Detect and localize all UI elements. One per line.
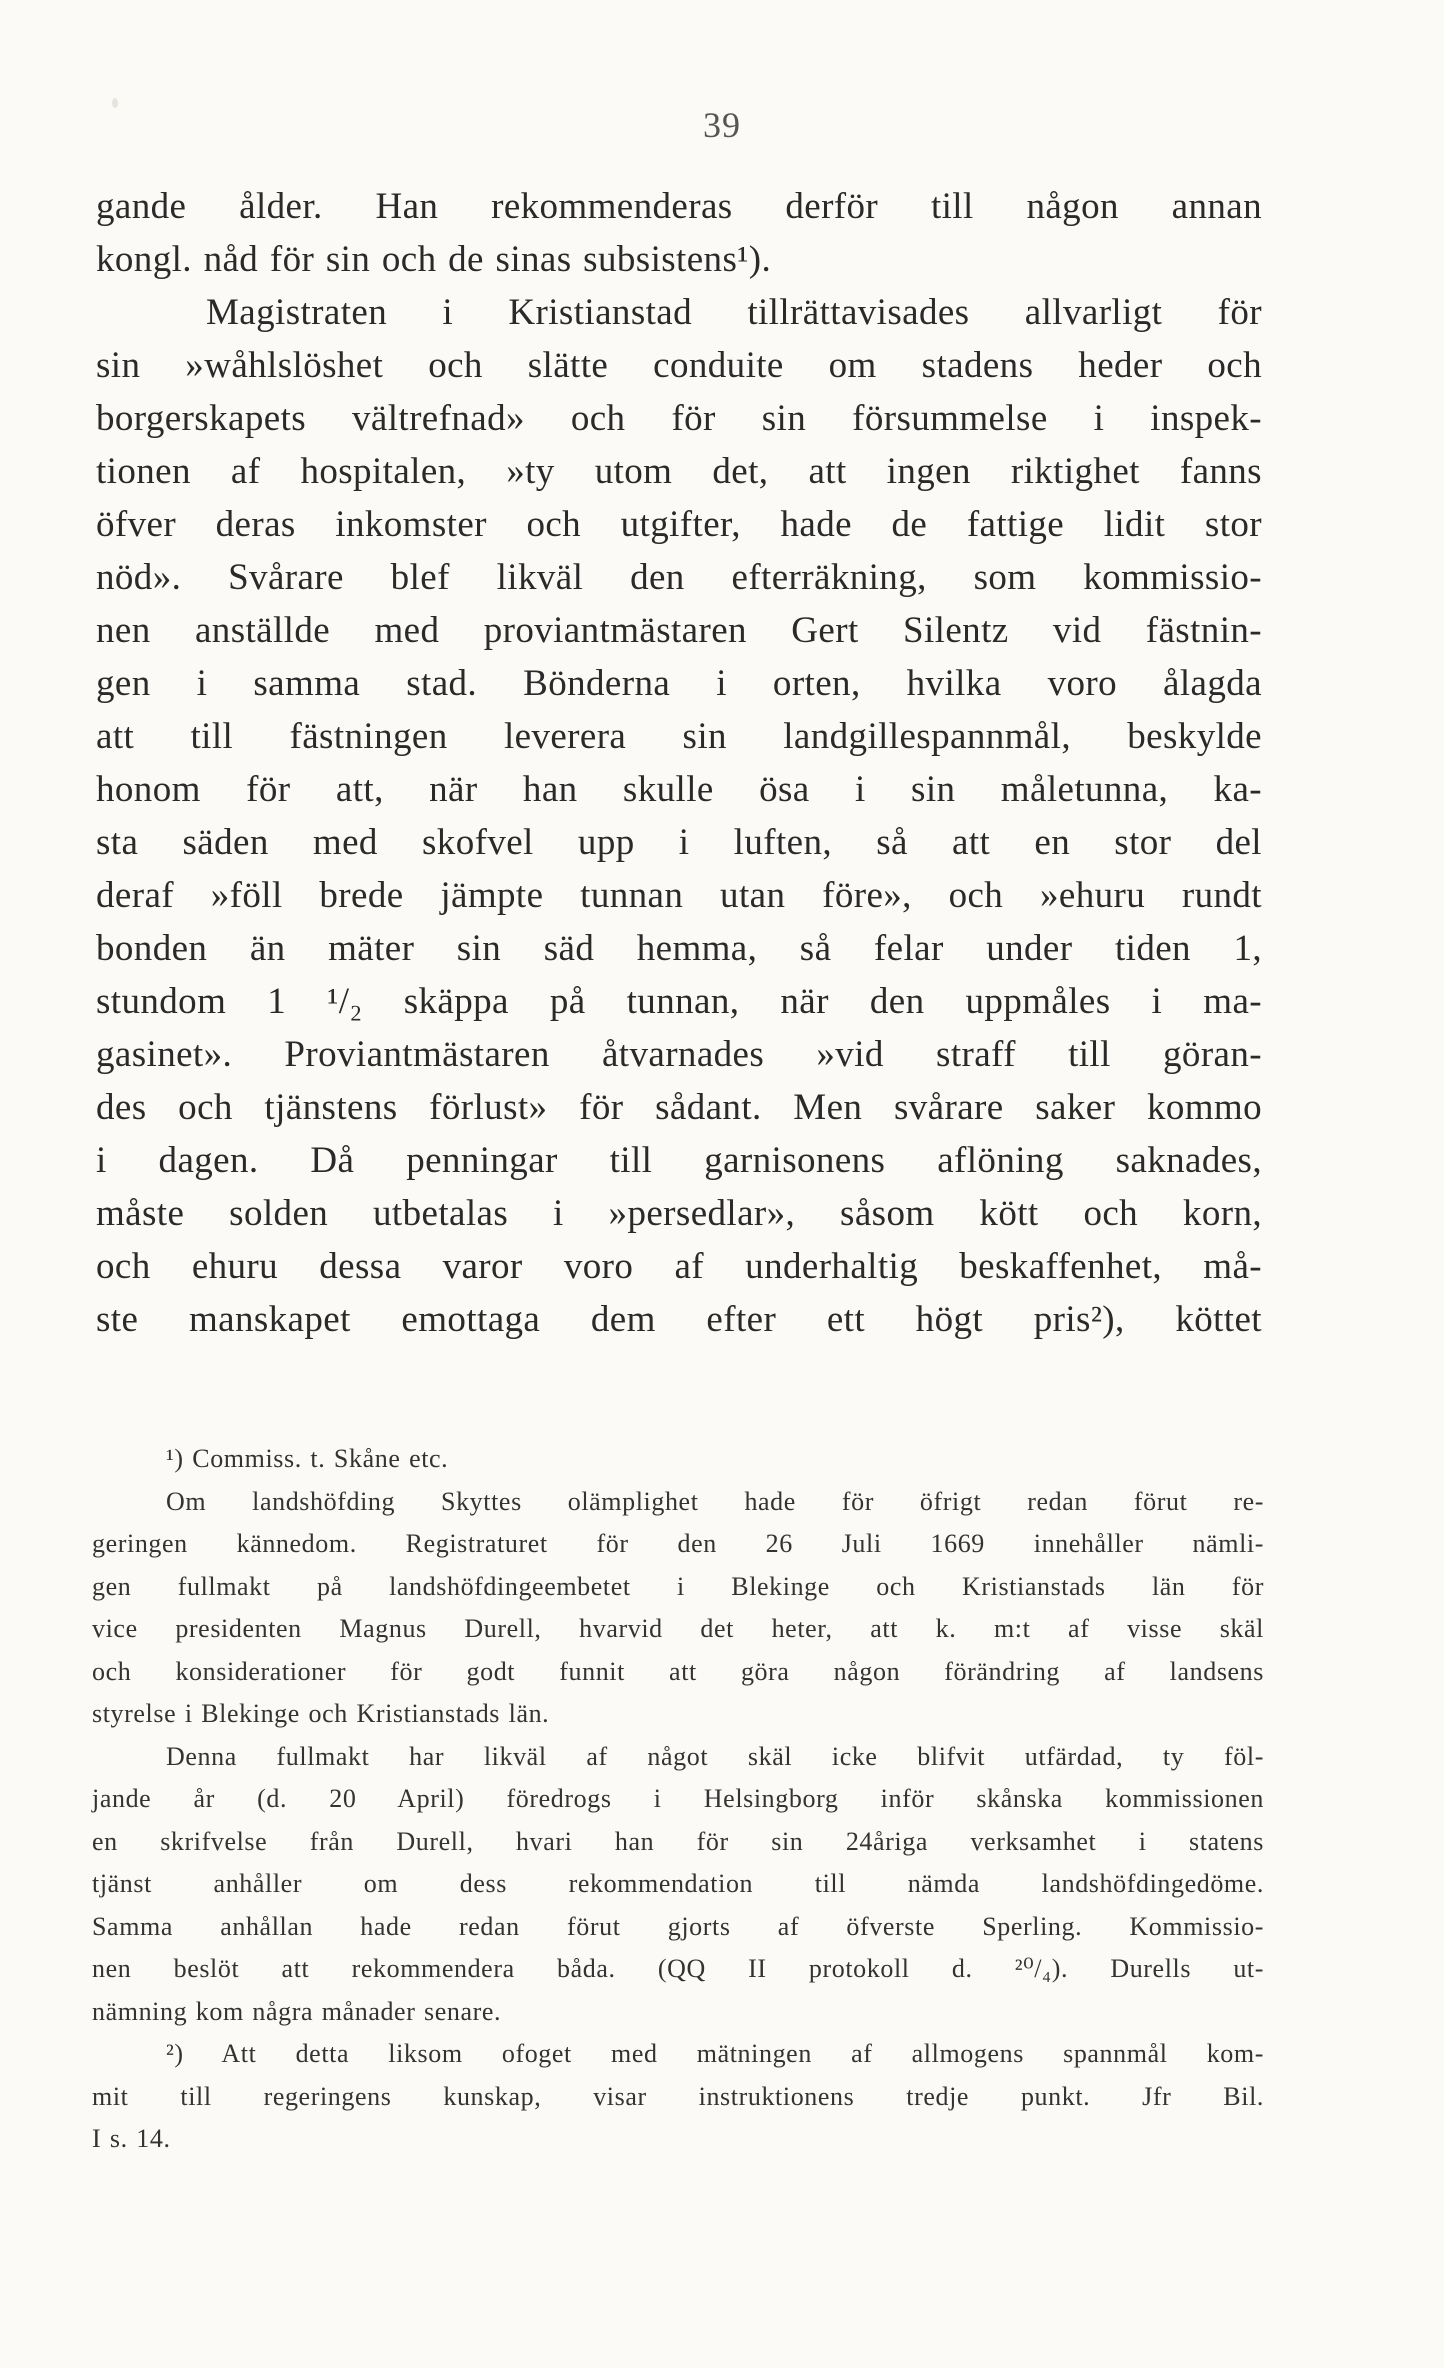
footnote-line: jande år (d. 20 April) föredrogs i Helsingborg inför skånska kommissionen xyxy=(92,1784,1264,1813)
text-line: ste manskapet emottaga dem efter ett högt pris²), köttet xyxy=(96,1299,1262,1340)
text-line: sin »wåhlslöshet och slätte conduite om stadens heder och xyxy=(96,345,1262,386)
main-text xyxy=(96,180,1262,1346)
text-line: och ehuru dessa varor voro af underhaltig beskaffenhet, må- xyxy=(96,1246,1262,1287)
footnote-line: nen beslöt att rekommendera båda. (QQ II protokoll d. ²⁰/₄). Durells ut- xyxy=(92,1954,1264,1983)
text-line: gasinet». Proviantmästaren åtvarnades »vid straff till göran- xyxy=(96,1034,1262,1075)
page-number: 39 xyxy=(703,105,741,145)
text-line: gen i samma stad. Bönderna i orten, hvilka voro ålagda xyxy=(96,663,1262,704)
text-line: des och tjänstens förlust» för sådant. Men svårare saker kommo xyxy=(96,1087,1262,1128)
text-line: Magistraten i Kristianstad tillrättavisades allvarligt för xyxy=(206,292,1262,333)
footnote-line: en skrifvelse från Durell, hvari han för sin 24åriga verksamhet i statens xyxy=(92,1826,1264,1856)
footnote-line: I s. 14. xyxy=(92,2124,171,2153)
text-line: kongl. nåd för sin och de sinas subsistens¹). xyxy=(96,239,772,280)
footnotes xyxy=(92,1438,1264,2161)
text-line: honom för att, när han skulle ösa i sin måletunna, ka- xyxy=(96,769,1262,810)
footnote-line: geringen kännedom. Registraturet för den 26 Juli 1669 innehåller nämli- xyxy=(92,1529,1264,1558)
text-line: gande ålder. Han rekommenderas derför till någon annan xyxy=(96,186,1262,227)
text-line: öfver deras inkomster och utgifter, hade de fattige lidit stor xyxy=(96,504,1262,545)
footnote-line: styrelse i Blekinge och Kristianstads län. xyxy=(92,1699,550,1728)
text-line: stundom 1 ¹/₂ skäppa på tunnan, när den uppmåles i ma- xyxy=(96,981,1262,1022)
footnote-line: ²) Att detta liksom ofoget med mätningen af allmogens spannmål kom- xyxy=(166,2039,1264,2068)
footnote-line: och konsiderationer för godt funnit att göra någon förändring af landsens xyxy=(92,1656,1264,1686)
footnote-line: mit till regeringens kunskap, visar instruktionens tredje punkt. Jfr Bil. xyxy=(92,2081,1264,2111)
footnote-line: Denna fullmakt har likväl af något skäl icke blifvit utfärdad, ty föl- xyxy=(166,1741,1264,1771)
text-line: tionen af hospitalen, »ty utom det, att ingen riktighet fanns xyxy=(96,451,1262,492)
footnote-line: ¹) Commiss. t. Skåne etc. xyxy=(166,1444,449,1473)
text-line: i dagen. Då penningar till garnisonens aflöning saknades, xyxy=(96,1140,1262,1181)
text-line: bonden än mäter sin säd hemma, så felar under tiden 1, xyxy=(96,928,1262,969)
text-line: måste solden utbetalas i »persedlar», såsom kött och korn, xyxy=(96,1193,1262,1234)
text-line: deraf »föll brede jämpte tunnan utan före», och »ehuru rundt xyxy=(96,875,1262,916)
text-line: nen anställde med proviantmästaren Gert Silentz vid fästnin- xyxy=(96,610,1262,651)
text-line: att till fästningen leverera sin landgillespannmål, beskylde xyxy=(96,716,1262,757)
footnote-line: nämning kom några månader senare. xyxy=(92,1996,502,2026)
footnote-line: tjänst anhåller om dess rekommendation till nämda landshöfdingedöme. xyxy=(92,1869,1264,1898)
footnote-line: gen fullmakt på landshöfdingeembetet i Blekinge och Kristianstads län för xyxy=(92,1571,1264,1601)
text-line: sta säden med skofvel upp i luften, så att en stor del xyxy=(96,822,1262,863)
footnote-line: vice presidenten Magnus Durell, hvarvid det heter, att k. m:t af visse skäl xyxy=(92,1614,1264,1643)
footnote-line: Samma anhållan hade redan förut gjorts af öfverste Sperling. Kommissio- xyxy=(92,1911,1264,1941)
text-line: borgerskapets vältrefnad» och för sin försummelse i inspek- xyxy=(96,398,1262,439)
text-line: nöd». Svårare blef likväl den efterräkning, som kommissio- xyxy=(96,557,1262,598)
footnote-line: Om landshöfding Skyttes olämplighet hade för öfrigt redan förut re- xyxy=(166,1486,1264,1516)
